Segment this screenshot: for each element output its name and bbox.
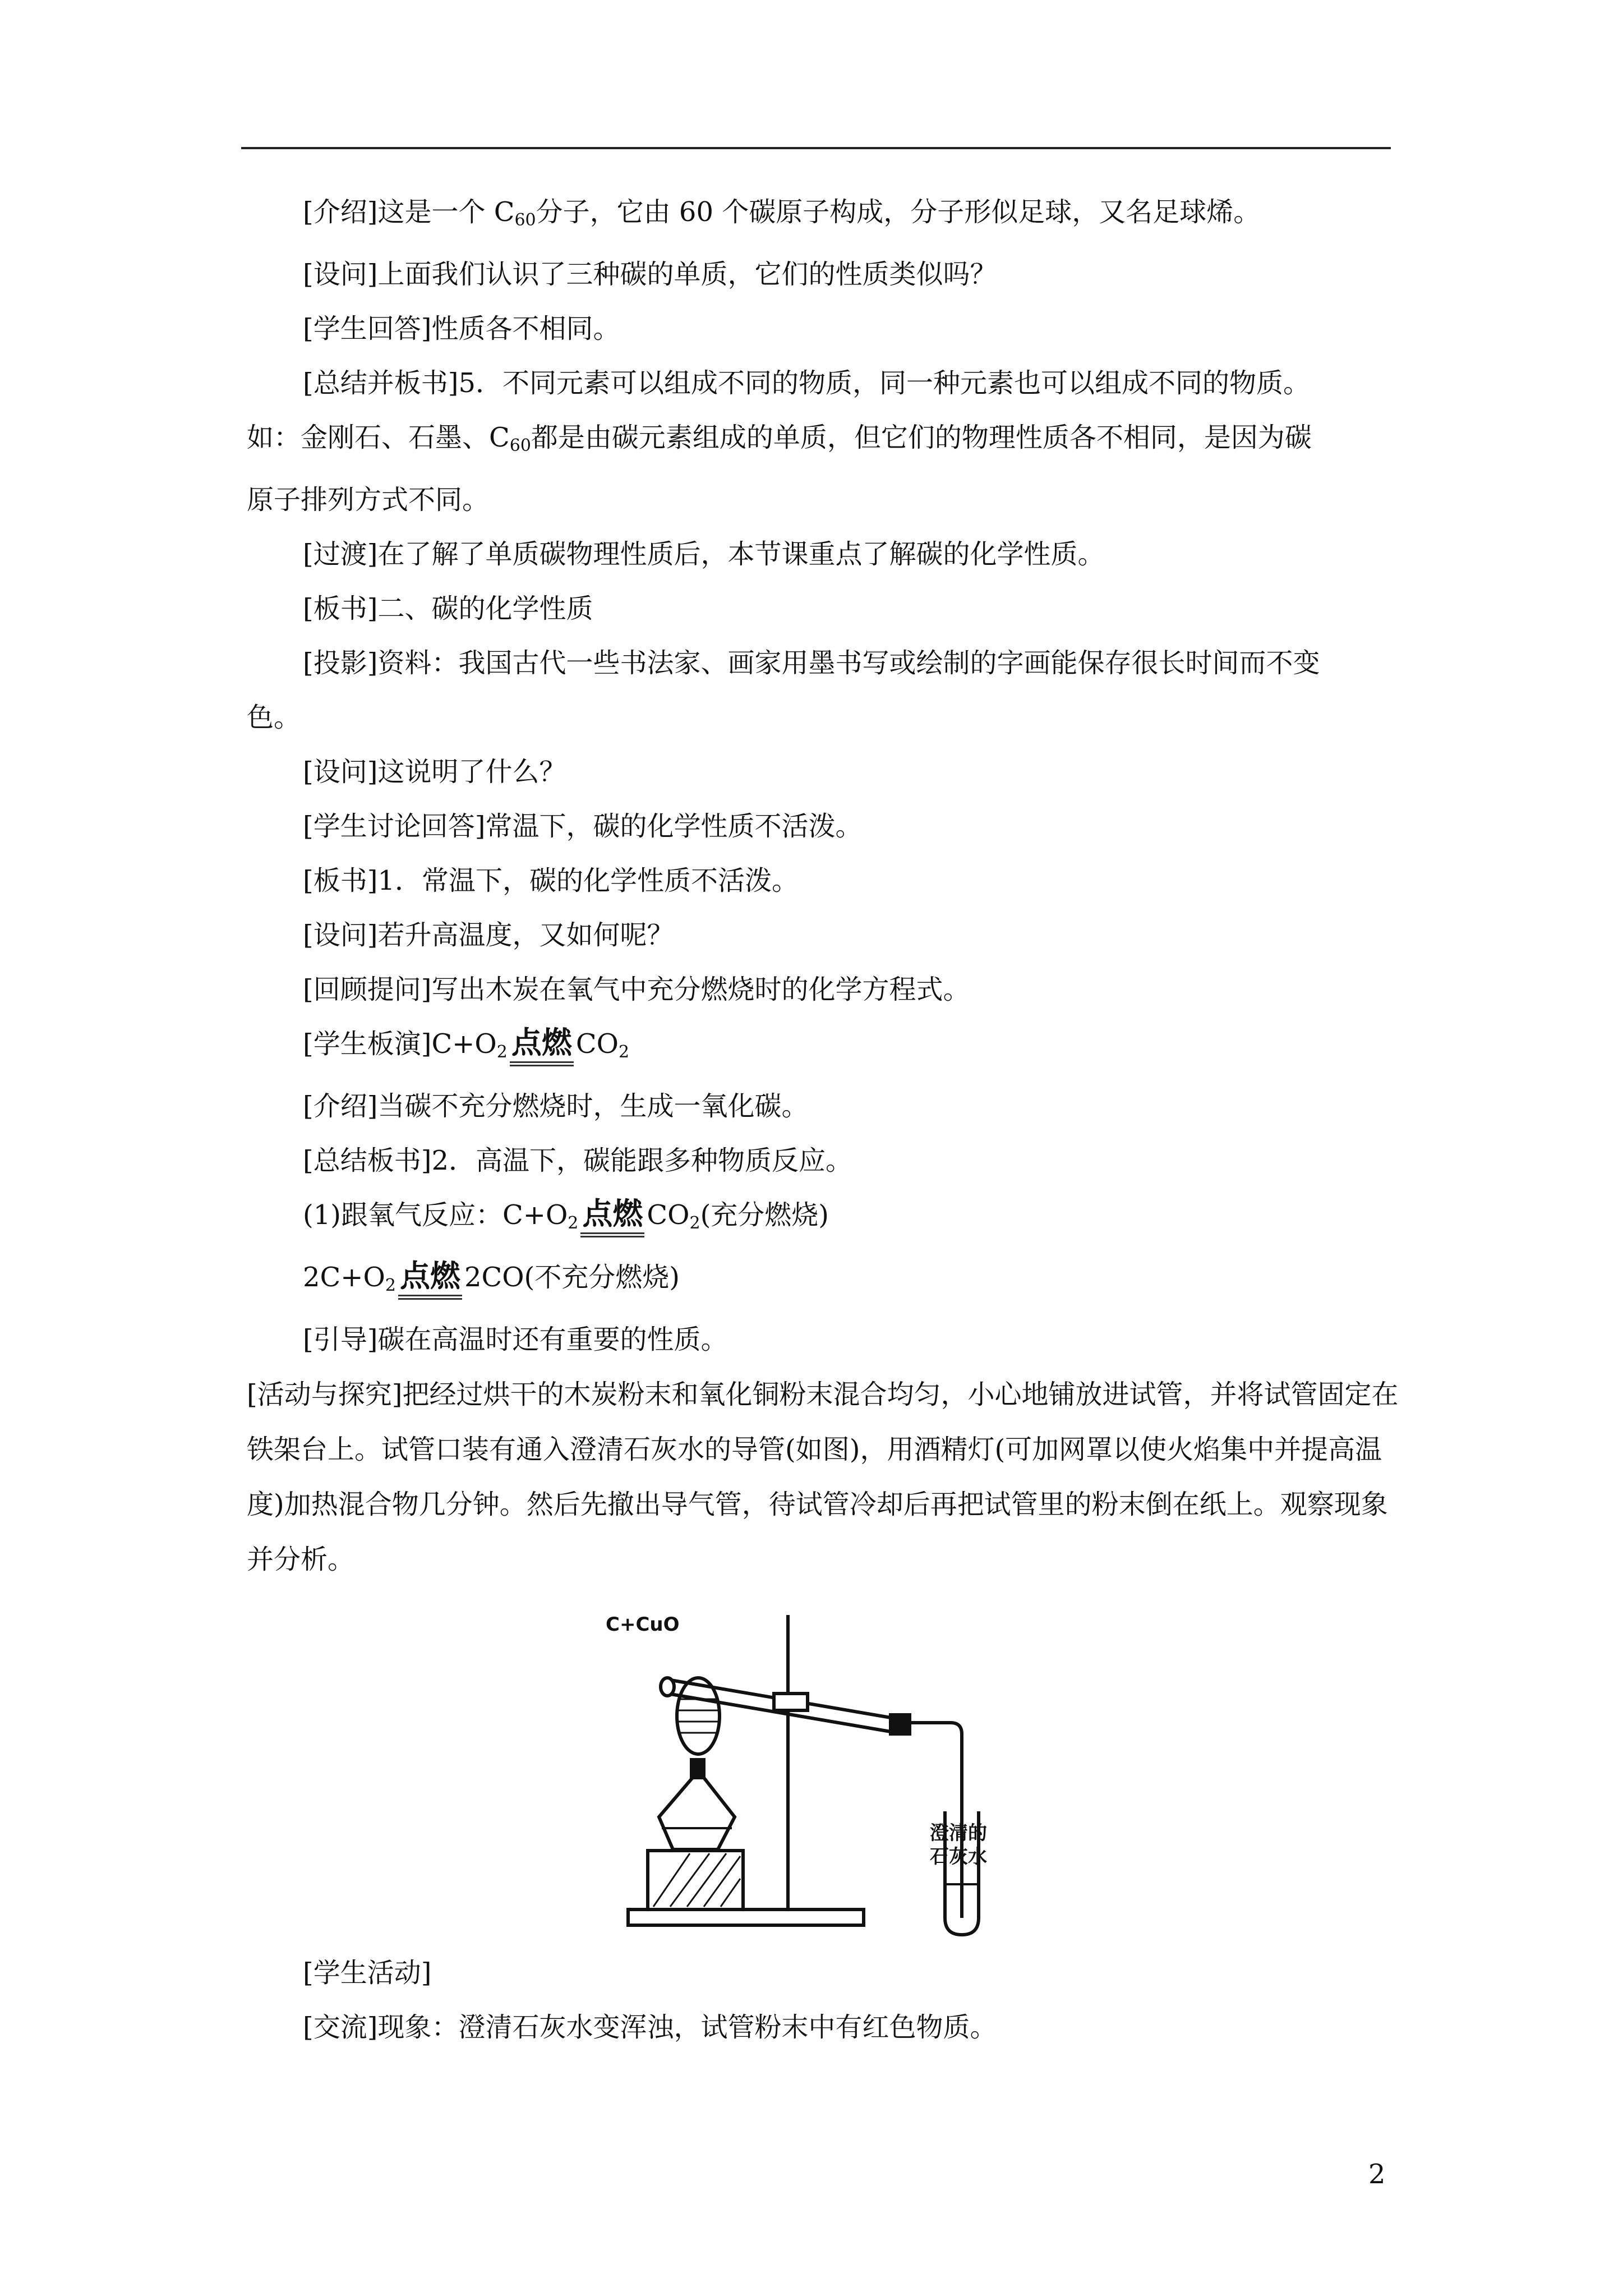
paragraph-student-activity: [学生活动] (303, 1957, 432, 1989)
paragraph-question-meaning: [设问]这说明了什么？ (303, 756, 566, 788)
lamp-block (648, 1851, 743, 1910)
label-limewater-1: 澄清的 (930, 1822, 987, 1844)
lamp-wick (690, 1758, 706, 1779)
paragraph-board-1: [板书]1．常温下，碳的化学性质不活泼。 (303, 865, 799, 896)
stand-base (628, 1910, 864, 1925)
paragraph-transition: [过渡]在了解了单质碳物理性质后，本节课重点了解碳的化学性质。 (303, 539, 1105, 570)
paragraph-intro-co: [介绍]当碳不充分燃烧时，生成一氧化碳。 (303, 1091, 809, 1122)
stopper (889, 1713, 911, 1736)
delivery-tube (911, 1723, 962, 1918)
paragraph-guide: [引导]碳在高温时还有重要的性质。 (303, 1324, 728, 1355)
paragraph-projection-end: 色。 (247, 702, 301, 733)
paragraph-activity: [活动与探究]把经过烘干的木炭粉末和氧化铜粉末混合均匀，小心地铺放进试管，并将试管固定在铁架台上。试管口装有通入澄清石灰水的导管(如图)，用酒精灯(可加网罩以使火焰集中并提高温度)加热混合物几分钟。然后先撤出导气管，待试管冷却后再把试管里的粉末倒在纸上。观察现象并分析。 (247, 1379, 1399, 1575)
paragraph-summary-5-end: 原子排列方式不同。 (247, 484, 490, 516)
paragraph-student-answer: [学生回答]性质各不相同。 (303, 313, 620, 344)
apparatus-figure (606, 1604, 998, 1940)
document-body (247, 185, 1402, 2055)
reaction-condition: 点燃 (580, 1199, 644, 1237)
reaction-condition: 点燃 (510, 1028, 574, 1066)
alcohol-lamp (659, 1778, 735, 1849)
header-rule (241, 147, 1391, 149)
page-number: 2 (1368, 2159, 1386, 2190)
test-tube (661, 1678, 674, 1696)
clamp (774, 1694, 808, 1710)
label-reactants: C+CuO (606, 1613, 680, 1636)
paragraph-summary-5-cont: 如：金刚石、石墨、$C_{60}$都是由碳元素组成的单质，但它们的物理性质各不相同，是因为碳 (247, 422, 1312, 455)
paragraph-summary-5: [总结并板书]5．不同元素可以组成不同的物质，同一种元素也可以组成不同的物质。 (303, 367, 1310, 399)
paragraph-board-heading: [板书]二、碳的化学性质 (303, 593, 593, 624)
paragraph-exchange: [交流]现象：澄清石灰水变浑浊，试管粉末中有红色物质。 (303, 2012, 997, 2043)
paragraph-question-allotropes: [设问]上面我们认识了三种碳的单质，它们的性质类似吗？ (303, 259, 997, 290)
flame-mesh (677, 1678, 720, 1754)
paragraph-intro-c60: [介绍]这是一个 $C_{60}$分子，它由 60 个碳原子构成，分子形似足球，又名足球烯。 (303, 196, 1261, 230)
label-limewater-2: 石灰水 (930, 1846, 987, 1868)
equation-complete-combustion: (1)跟氧气反应：$C+O_2$ 点燃 $CO_2$(充分燃烧) (247, 1188, 1402, 1250)
paragraph-discussion: [学生讨论回答]常温下，碳的化学性质不活泼。 (303, 811, 863, 842)
paragraph-review-question: [回顾提问]写出木炭在氧气中充分燃烧时的化学方程式。 (303, 974, 970, 1005)
equation-student-board: [学生板演]$C+O_2$ 点燃 $CO_2$ (247, 1017, 1402, 1079)
reaction-condition: 点燃 (398, 1261, 462, 1300)
paragraph-question-temp: [设问]若升高温度，又如何呢？ (303, 919, 674, 951)
apparatus-diagram (606, 1604, 998, 1940)
paragraph-projection: [投影]资料：我国古代一些书法家、画家用墨书写或绘制的字画能保存很长时间而不变 (303, 647, 1320, 679)
paragraph-summary-2: [总结板书]2．高温下，碳能跟多种物质反应。 (303, 1145, 852, 1176)
figure-container (247, 1604, 1402, 1946)
equation-incomplete-combustion: $2C+O_2$ 点燃 2CO(不充分燃烧) (247, 1250, 1402, 1313)
